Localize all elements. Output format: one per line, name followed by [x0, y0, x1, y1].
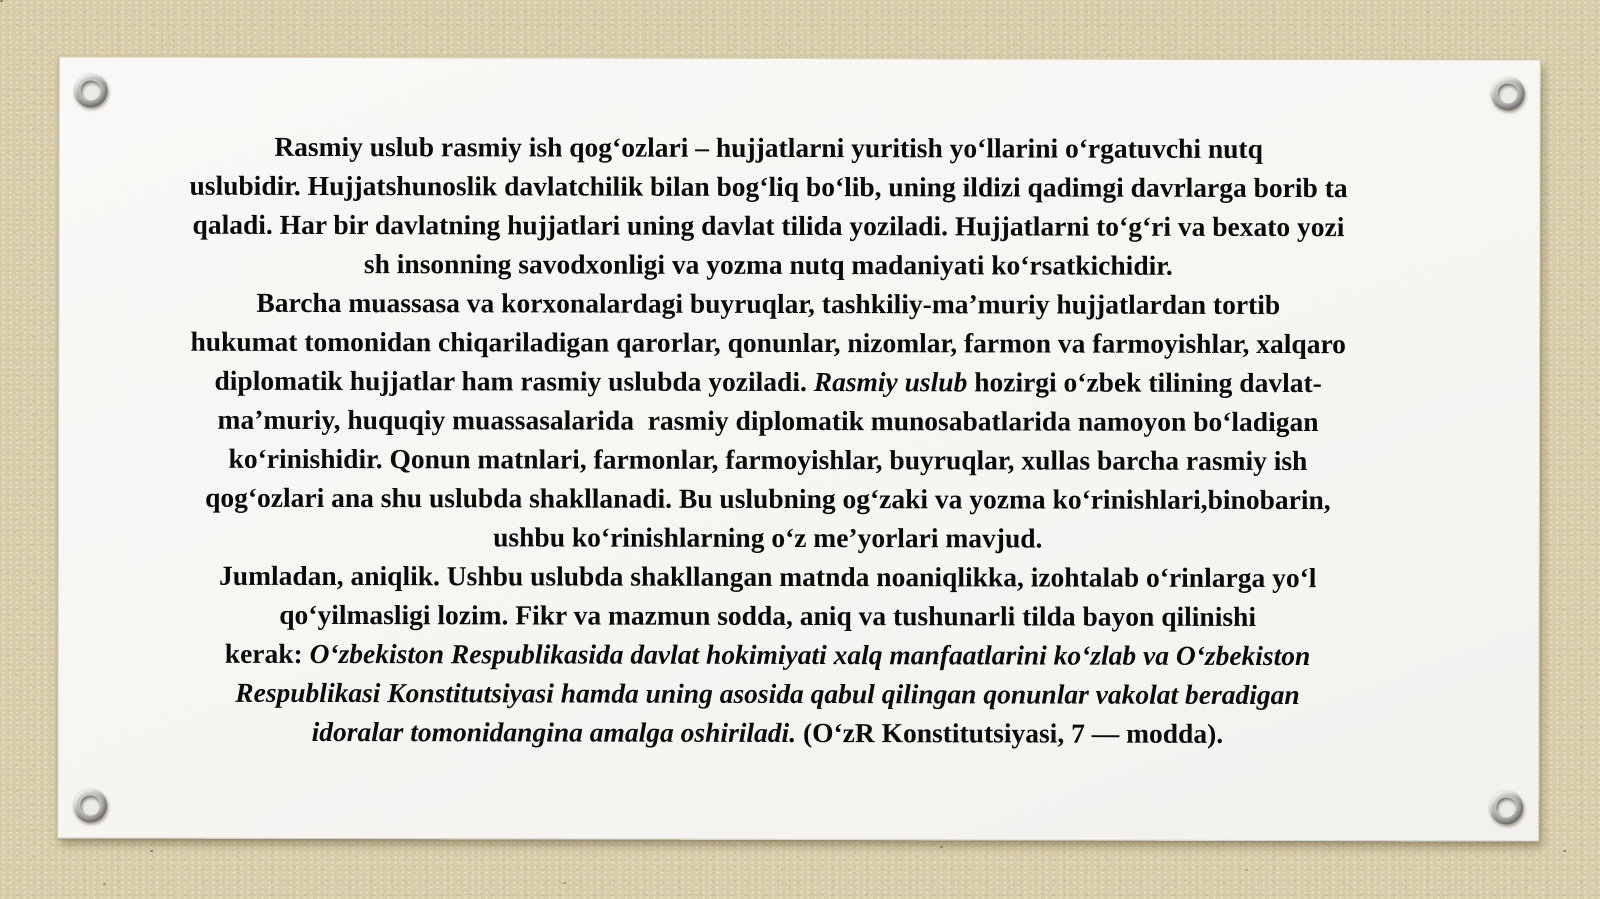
- italic-text-segment: idoralar tomonidangina amalga oshiriladi.: [311, 715, 797, 748]
- italic-text-segment: Respublikasi Konstitutsiyasi hamda uning asosida qabul qilingan qonunlar vakolat beradigan: [235, 676, 1300, 711]
- text-segment: kerak:: [224, 637, 310, 669]
- text-segment: ushbu koʻrinishlarning oʻz meʼyorlari mavjud.: [493, 521, 1043, 554]
- screw-icon: [1489, 790, 1523, 824]
- text-line: [77, 321, 1459, 363]
- text-line: [77, 555, 1459, 597]
- text-segment: Barcha muassasa va korxonalardagi buyruqlar, tashkiliy-maʼmuriy hujjatlardan tortib: [256, 286, 1281, 321]
- text-line: [77, 360, 1459, 402]
- text-line: [76, 711, 1458, 753]
- text-line: [77, 477, 1459, 519]
- italic-text-segment: Rasmiy uslub: [813, 366, 968, 398]
- text-segment: Rasmiy uslub rasmiy ish qogʻozlari – hujjatlarni yuritish yoʻllarini oʻrgatuvchi nutq: [274, 130, 1263, 164]
- text-segment: uslubidir. Hujjatshunoslik davlatchilik bilan bogʻliq boʻlib, uning ildizi qadimgi davrlarga borib ta: [189, 169, 1348, 204]
- text-segment: diplomatik hujjatlar ham rasmiy uslubda yoziladi.: [214, 364, 814, 398]
- paper-card: [57, 56, 1541, 841]
- text-line: [78, 126, 1460, 168]
- text-line: [77, 282, 1459, 324]
- text-line: [77, 204, 1459, 246]
- screw-icon: [73, 788, 107, 822]
- text-segment: hukumat tomonidan chiqariladigan qarorlar, qonunlar, nizomlar, farmon va farmoyishlar, xalqaro: [190, 325, 1346, 360]
- text-line: [78, 165, 1460, 207]
- text-segment: koʻrinishidir. Qonun matnlari, farmonlar, farmoyishlar, buyruqlar, xullas barcha rasmiy ish: [228, 442, 1308, 477]
- text-line: [77, 399, 1459, 441]
- text-segment: maʼmuriy, huquqiy muassasalarida rasmiy diplomatik munosabatlarida namoyon boʻladigan: [217, 403, 1319, 438]
- canvas-specks: [0, 0, 3, 2]
- text-segment: Jumladan, aniqlik. Ushbu uslubda shakllangan matnda noaniqlikka, izohtalab oʻrinlarga yoʻl: [219, 559, 1317, 594]
- text-line: [77, 516, 1459, 558]
- text-segment: qaladi. Har bir davlatning hujjatlari uning davlat tilida yoziladi. Hujjatlarni toʻgʻri va bexato yozi: [192, 208, 1345, 243]
- text-line: [77, 438, 1459, 480]
- italic-text-segment: Oʻzbekiston Respublikasida davlat hokimiyati xalq manfaatlarini koʻzlab va Oʻzbekiston: [309, 637, 1311, 672]
- text-line: [77, 243, 1459, 285]
- text-segment: (OʻzR Konstitutsiyasi, 7 — modda).: [796, 716, 1224, 749]
- text-line: [77, 633, 1459, 675]
- text-segment: sh insonning savodxonligi va yozma nutq madaniyati koʻrsatkichidir.: [363, 248, 1173, 281]
- text-line: [77, 594, 1459, 636]
- text-segment: qoʻyilmasligi lozim. Fikr va mazmun sodda, aniq va tushunarli tilda bayon qilinishi: [279, 598, 1257, 632]
- text-segment: hozirgi oʻzbek tilining davlat-: [967, 366, 1322, 399]
- text-line: [76, 672, 1458, 714]
- slide-text: [58, 57, 1539, 753]
- text-segment: qogʻozlari ana shu uslubda shakllanadi. Bu uslubning ogʻzaki va yozma koʻrinishlari,binobarin,: [205, 481, 1331, 516]
